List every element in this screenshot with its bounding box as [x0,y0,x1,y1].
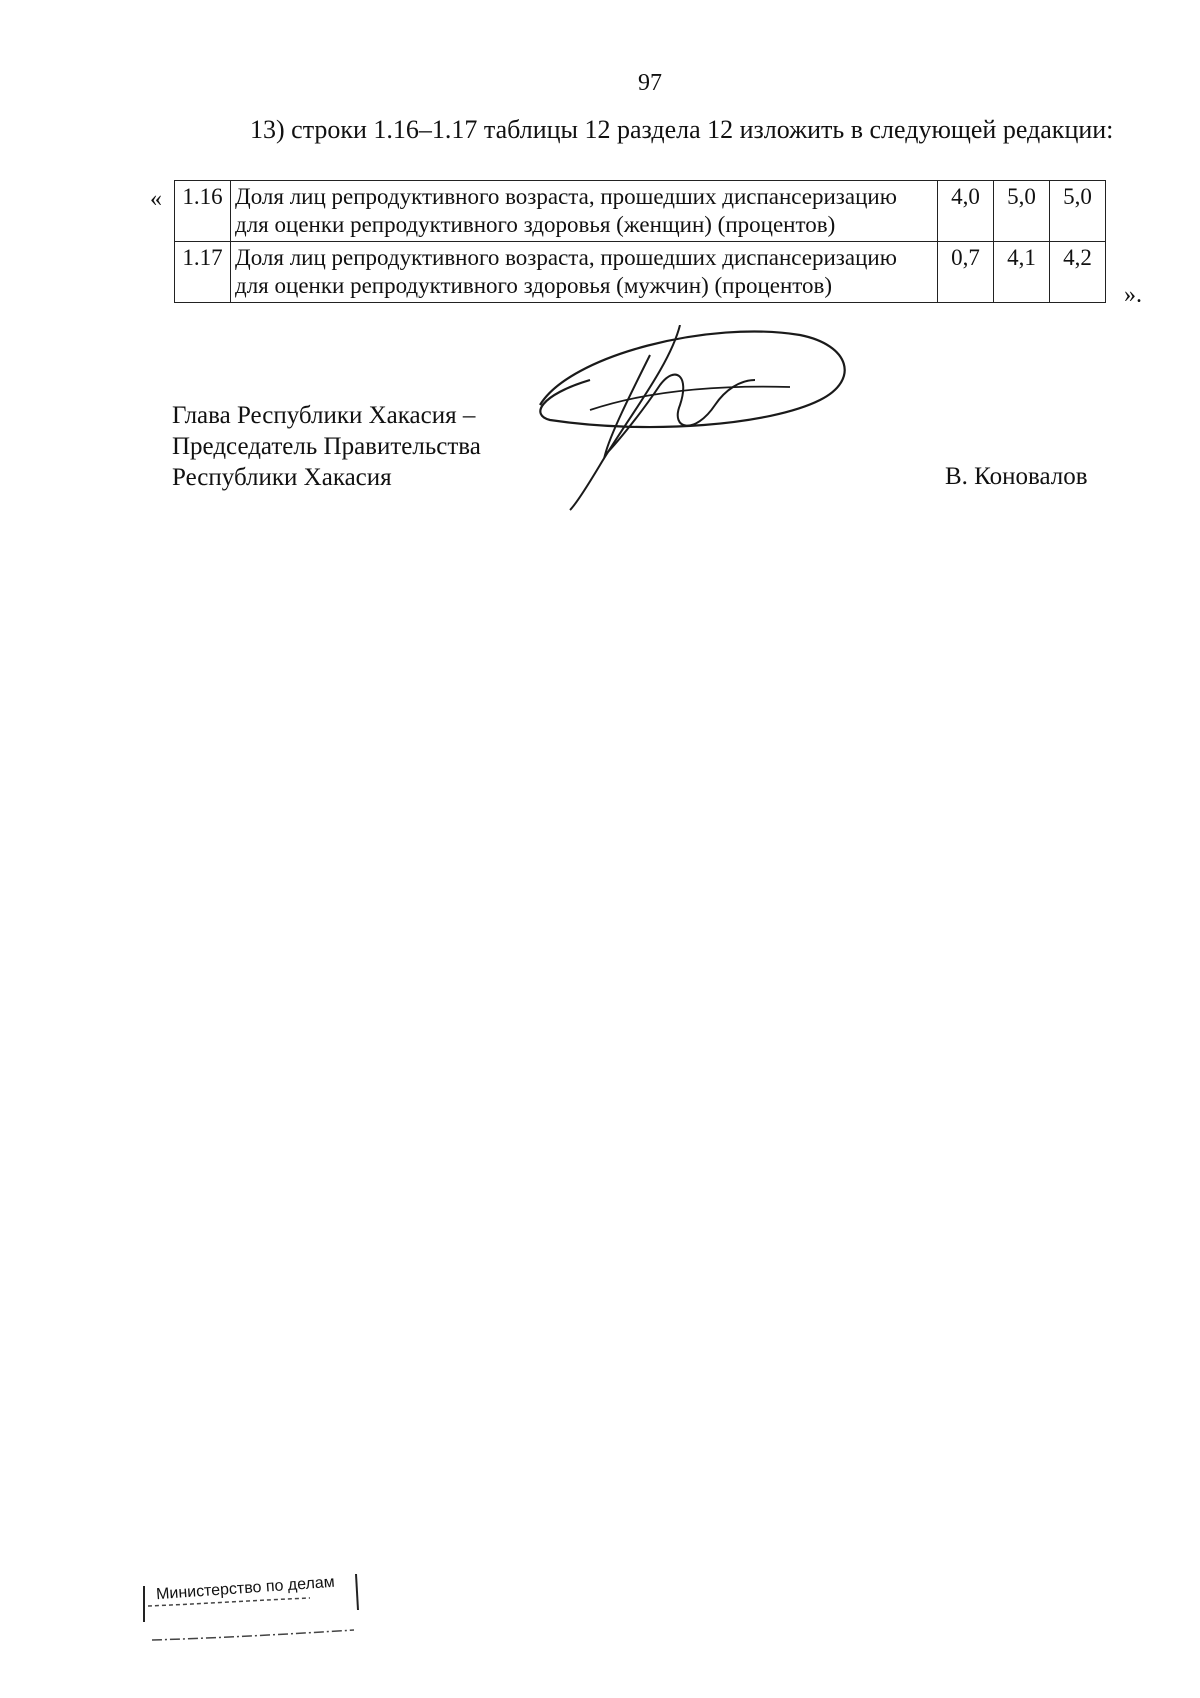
row-description [231,181,938,242]
table-row [175,242,1106,303]
amendment-table [174,180,1106,303]
opening-quote: « [150,186,162,212]
table-row [175,181,1106,242]
row-description-line: для оценки репродуктивного здоровья (мужчин) (процентов) [235,273,833,298]
page-number: 97 [638,70,662,96]
row-description-line: Доля лиц репродуктивного возраста, прошедших диспансеризацию [235,184,897,209]
registration-stamp [140,1570,360,1660]
row-value-2: 4,1 [994,242,1050,303]
row-number: 1.17 [175,242,231,303]
row-value-3: 5,0 [1050,181,1106,242]
closing-quote: ». [1124,282,1142,308]
row-value-2: 5,0 [994,181,1050,242]
row-value-1: 0,7 [938,242,994,303]
stamp-text: Министерство по делам [155,1573,336,1604]
row-description-line: Доля лиц репродуктивного возраста, прошедших диспансеризацию [235,245,897,270]
row-value-1: 4,0 [938,181,994,242]
amendment-intro: 13) строки 1.16–1.17 таблицы 12 раздела 12 изложить в следующей редакции: [250,115,1114,144]
signatory-title-line: Председатель Правительства [172,433,481,460]
signatory-title-line: Республики Хакасия [172,464,392,491]
handwritten-signature [530,325,860,515]
signatory-title [172,400,481,493]
row-description [231,242,938,303]
signatory-title-line: Глава Республики Хакасия – [172,402,476,429]
signer-name: В. Коновалов [945,463,1088,490]
row-value-3: 4,2 [1050,242,1106,303]
row-number: 1.16 [175,181,231,242]
row-description-line: для оценки репродуктивного здоровья (женщин) (процентов) [235,212,836,237]
